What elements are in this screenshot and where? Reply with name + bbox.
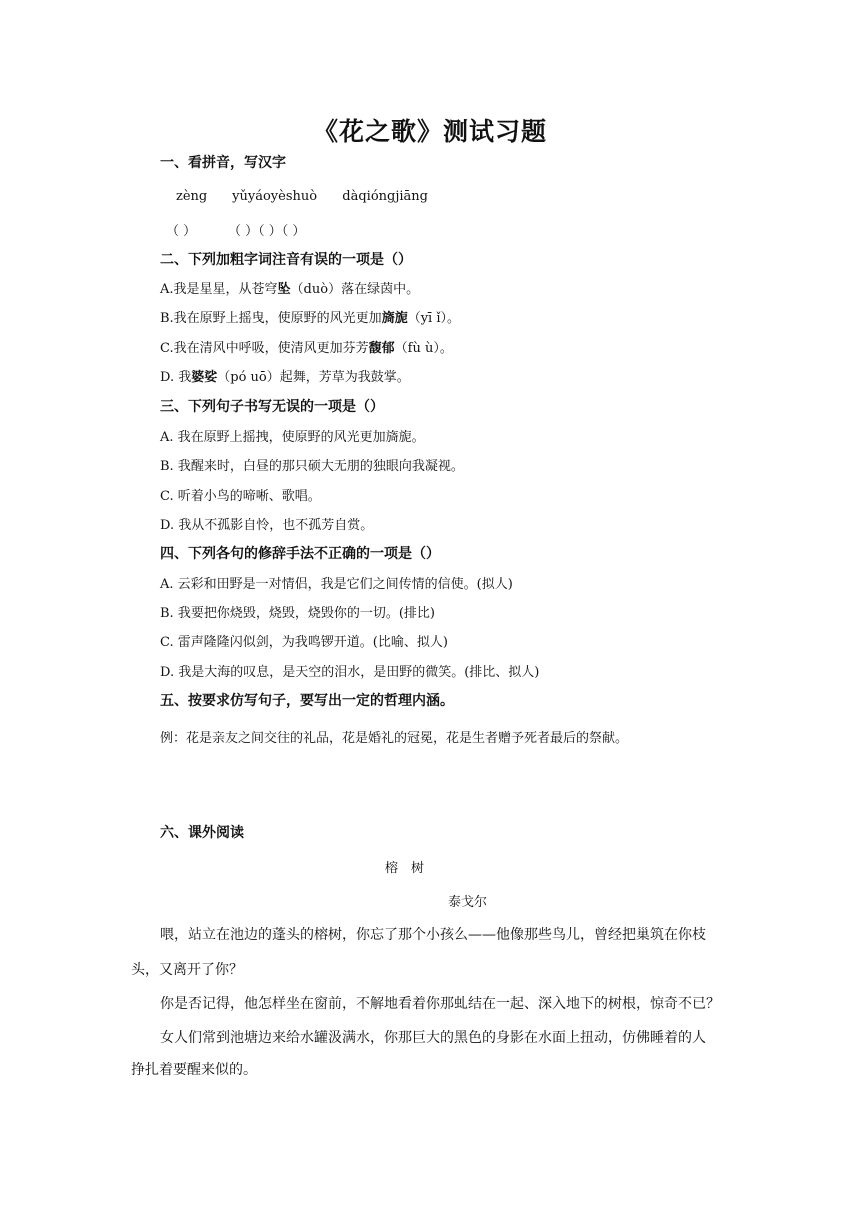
reading-author: 泰戈尔 — [448, 895, 488, 910]
paragraph-3-line-2: 挣扎着要醒来似的。 — [131, 1062, 257, 1078]
paragraph-2-line-1: 你是否记得，他怎样坐在窗前，不解地看着你那虬结在一起、深入地下的树根，惊奇不已？ — [160, 996, 720, 1012]
question-3-option-b: B. 我醒来时，白昼的那只硕大无朋的独眼向我凝视。 — [160, 459, 464, 474]
paragraph-3-line-1: 女人们常到池塘边来给水罐汲满水，你那巨大的黑色的身影在水面上扭动，仿佛睡着的人 — [160, 1030, 706, 1046]
pinyin-3: dàqióngjiāng — [342, 189, 428, 204]
blank-1: （ ） — [166, 224, 197, 239]
blank-row — [166, 220, 305, 239]
section-1-heading: 一、看拼音，写汉字 — [160, 155, 286, 171]
question-3-option-c: C. 听着小鸟的啼唽、歌唱。 — [160, 489, 321, 504]
section-3-heading: 三、下列句子书写无误的一项是（） — [160, 399, 384, 415]
question-2-option-a: A.我是星星，从苍穹坠（duò）落在绿茵中。 — [160, 282, 420, 297]
pinyin-1: zèng — [176, 189, 208, 204]
pinyin-2: yǔyáoyèshuò — [232, 189, 318, 204]
question-2-option-b: B.我在原野上摇曳，使原野的风光更加旖旎（yī ǐ）。 — [160, 311, 460, 326]
question-3-option-d: D. 我从不孤影自怜，也不孤芳自赏。 — [160, 518, 374, 533]
reading-title: 榕 树 — [385, 861, 425, 876]
question-4-option-c: C. 雷声隆隆闪似剑，为我鸣锣开道。(比喻、拟人) — [160, 635, 448, 650]
section-6-heading: 六、课外阅读 — [160, 825, 244, 841]
section-4-heading: 四、下列各句的修辞手法不正确的一项是（） — [160, 546, 440, 562]
page-title: 《花之歌》测试习题 — [312, 117, 547, 146]
example-sentence: 例：花是亲友之间交往的礼品，花是婚礼的冠冕，花是生者赠予死者最后的祭献。 — [160, 731, 629, 746]
question-3-option-a: A. 我在原野上摇拽，使原野的风光更加旖旎。 — [160, 430, 425, 445]
paragraph-1-line-1: 喂，站立在池边的蓬头的榕树，你忘了那个小孩么——他像那些鸟儿，曾经把巢筑在你枝 — [160, 927, 706, 943]
question-2-option-c: C.我在清风中呼吸，使清风更加芬芳馥郁（fù ù）。 — [160, 341, 453, 356]
question-4-option-d: D. 我是大海的叹息，是天空的泪水，是田野的微笑。(排比、拟人) — [160, 665, 540, 680]
paragraph-1-line-2: 头，又离开了你？ — [131, 962, 243, 978]
question-2-option-d: D. 我婆娑（pó uō）起舞，芳草为我鼓掌。 — [160, 370, 410, 385]
question-4-option-a: A. 云彩和田野是一对情侣，我是它们之间传情的信使。(拟人) — [160, 577, 513, 592]
question-4-option-b: B. 我要把你烧毁，烧毁，烧毁你的一切。(排比) — [160, 606, 435, 621]
pinyin-row — [176, 189, 428, 204]
section-2-heading: 二、下列加粗字词注音有误的一项是（） — [160, 252, 412, 268]
blank-2: （ ）（ ）（ ） — [228, 224, 306, 239]
section-5-heading: 五、按要求仿写句子，要写出一定的哲理内涵。 — [160, 693, 454, 709]
